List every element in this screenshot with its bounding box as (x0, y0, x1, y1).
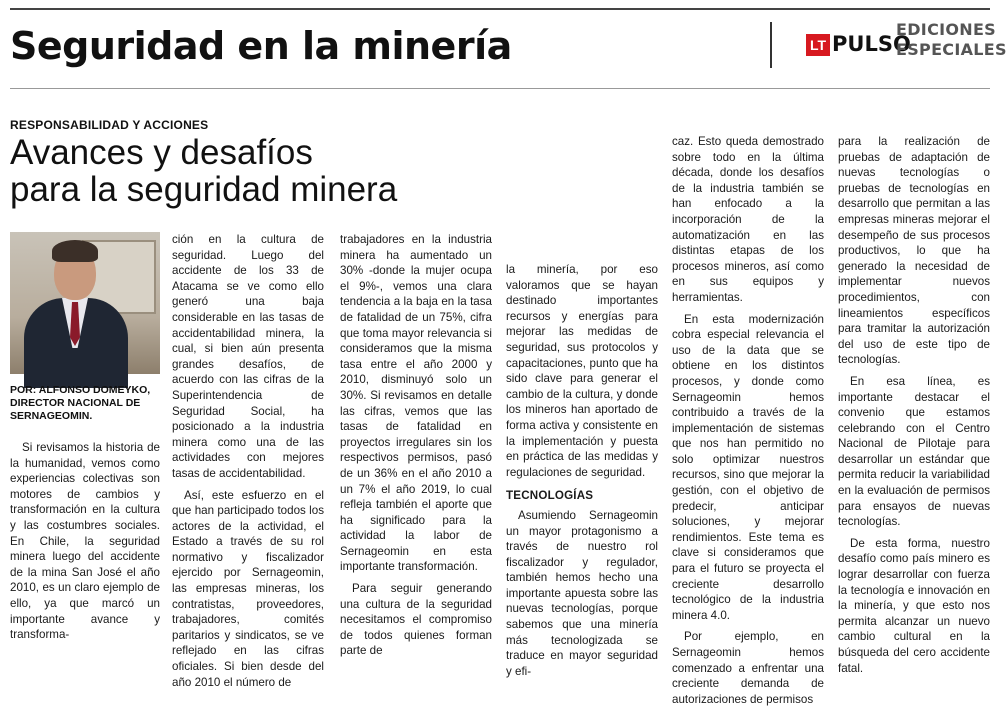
paragraph: caz. Esto queda demostrado sobre todo en la última década, donde los desafíos de la industria también se han enfocado a la incorporación de la automatización en las distintas etapas de los procesos mineros, así como en sus equipos y herramientas. (672, 135, 824, 304)
article-column-3 (340, 232, 492, 658)
edition-line-2: ESPECIALES (896, 40, 1007, 59)
section-title: Seguridad en la minería (10, 24, 512, 68)
paragraph: Por ejemplo, en Sernageomin hemos comenzado a enfrentar una creciente demanda de autorizaciones de permisos (672, 630, 824, 706)
page-header (10, 12, 1007, 82)
byline (10, 384, 180, 423)
byline-line-2: DIRECTOR NACIONAL DE (10, 397, 141, 409)
author-photo (10, 232, 160, 374)
headline-line-2: para la seguridad minera (10, 170, 398, 209)
header-rule (10, 88, 990, 89)
article-column-5 (672, 134, 824, 706)
paragraph: En esa línea, es importante destacar el convenio que estamos celebrando con el Centro Nacional de Pilotaje para desarrollar un estándar que permita reducir la variabilidad en la evaluación de permisos para ensayos de nuevas tecnologías. (838, 374, 990, 529)
article-column-2 (172, 232, 324, 689)
article-headline (10, 134, 470, 208)
paragraph: De esta forma, nuestro desafío como país minero es lograr desarrollar con fuerza la tecnología e innovación en la minería, y que esto nos permita alcanzar un nuevo cambio cultural en la búsqueda del cero accidente fatal. (838, 536, 990, 675)
paragraph: Para seguir generando una cultura de la seguridad necesitamos el compromiso de todos quienes forman parte de (340, 582, 492, 658)
paragraph: Así, este esfuerzo en el que han participado todos los actores de la actividad, el Estado a través de su rol normativo y fiscalizador ejercido por Sernageomin, las empresas mineras, los contratistas, proveedores, trabajadores, comités paritarios y sindicatos, se ve reflejado en las cifras oficiales. Si bien desde del año 2010 el número de (172, 488, 324, 689)
article-kicker: RESPONSABILIDAD Y ACCIONES (10, 118, 209, 132)
byline-line-3: SERNAGEOMIN. (10, 410, 93, 422)
byline-line-1: POR: ALFONSO DOMEYKO, (10, 384, 151, 396)
headline-line-1: Avances y desafíos (10, 133, 313, 172)
lt-logo: LT (806, 34, 830, 56)
paragraph: trabajadores en la industria minera ha aumentado un 30% -donde la mujer ocupa el 9%-, vemos una clara tendencia a la baja en la tasa de fatalidad de un 75%, cifra que toma mayor relevancia si consideramos que la misma tasa entre el año 2000 y 2010, disminuyó solo un 30%. Si revisamos en detalle las cifras, vemos que las tasas de fatalidad en proyectos irregulares sin los respectivos permisos, pasó de un 36% en el año 2010 a un 7% el año 2019, lo cual refleja también el aporte que ha significado para la actividad la labor de Sernageomin en esta importante transformación. (340, 233, 492, 574)
paragraph: ción en la cultura de seguridad. Luego del accidente de los 33 de Atacama se ve como ello generó una baja considerable en las tasas de accidentabilidad minera, la cual, si bien aún presenta grandes desafíos, de acuerdo con las cifras de la Superintendencia de Seguridad Social, ha posicionado a la industria minera como una de las actividades con mejores tasas de accidentabilidad. (172, 233, 324, 480)
pulso-logo: PULSO (832, 32, 911, 56)
paragraph: Si revisamos la historia de la humanidad, vemos como experiencias colectivas son motores de cambios y transformación en la cultura y las costumbres sociales. En Chile, la seguridad minera luego del accidente de la mina San José el año 2010, es un claro ejemplo de ello, ya que marcó un importante avance y transforma- (10, 441, 160, 642)
edition-line-1: EDICIONES (896, 20, 997, 39)
article-column-6 (838, 134, 990, 675)
paragraph: la minería, por eso valoramos que se hayan destinado importantes recursos y energías para mejorar las medidas de seguridad, sus protocolos y capacitaciones, punto que ha sido clave para generar el cambio de la cultura, y donde los mineros han aportado de forma activa y consistente en la implementación y puesta en práctica de las medidas y regulaciones de seguridad. (506, 263, 658, 479)
photo-hair (52, 240, 98, 262)
header-divider (770, 22, 772, 68)
subhead-tecnologias: TECNOLOGÍAS (506, 489, 594, 503)
ediciones-especiales (896, 20, 1007, 60)
article-column-4 (506, 262, 658, 678)
top-rule (10, 8, 990, 10)
article-column-1 (10, 440, 160, 642)
paragraph: En esta modernización cobra especial relevancia el uso de la data que se obtiene en los distintos procesos, y donde como Sernageomin hemos contribuido a través de la implementación de sistemas que nos han permitido no solo optimizar nuestros recursos, sino que mejorar la gestión, con el objetivo de predecir, anticipar soluciones, y mejorar rendimientos. Este tema es clave si consideramos que para el futuro se proyecta el creciente desarrollo tecnológico de la industria minera 4.0. (672, 312, 824, 622)
paragraph: para la realización de pruebas de adaptación de nuevas tecnologías o pruebas de tecnologías en desarrollo que permitan a las empresas mineras mejorar el desempeño de sus procesos productivos, lo que ha generado la necesidad de implementar nuevos procedimientos, con lineamientos específicos para tramitar la autorización del uso de este tipo de tecnologías. (838, 135, 990, 367)
paragraph: Asumiendo Sernageomin un mayor protagonismo a través de nuestro rol fiscalizador y regulador, también hemos hecho una importante apuesta sobre las nuevas tecnologías, porque sabemos que una minería más tecnologizada se traduce en mayor seguridad y efi- (506, 508, 658, 678)
